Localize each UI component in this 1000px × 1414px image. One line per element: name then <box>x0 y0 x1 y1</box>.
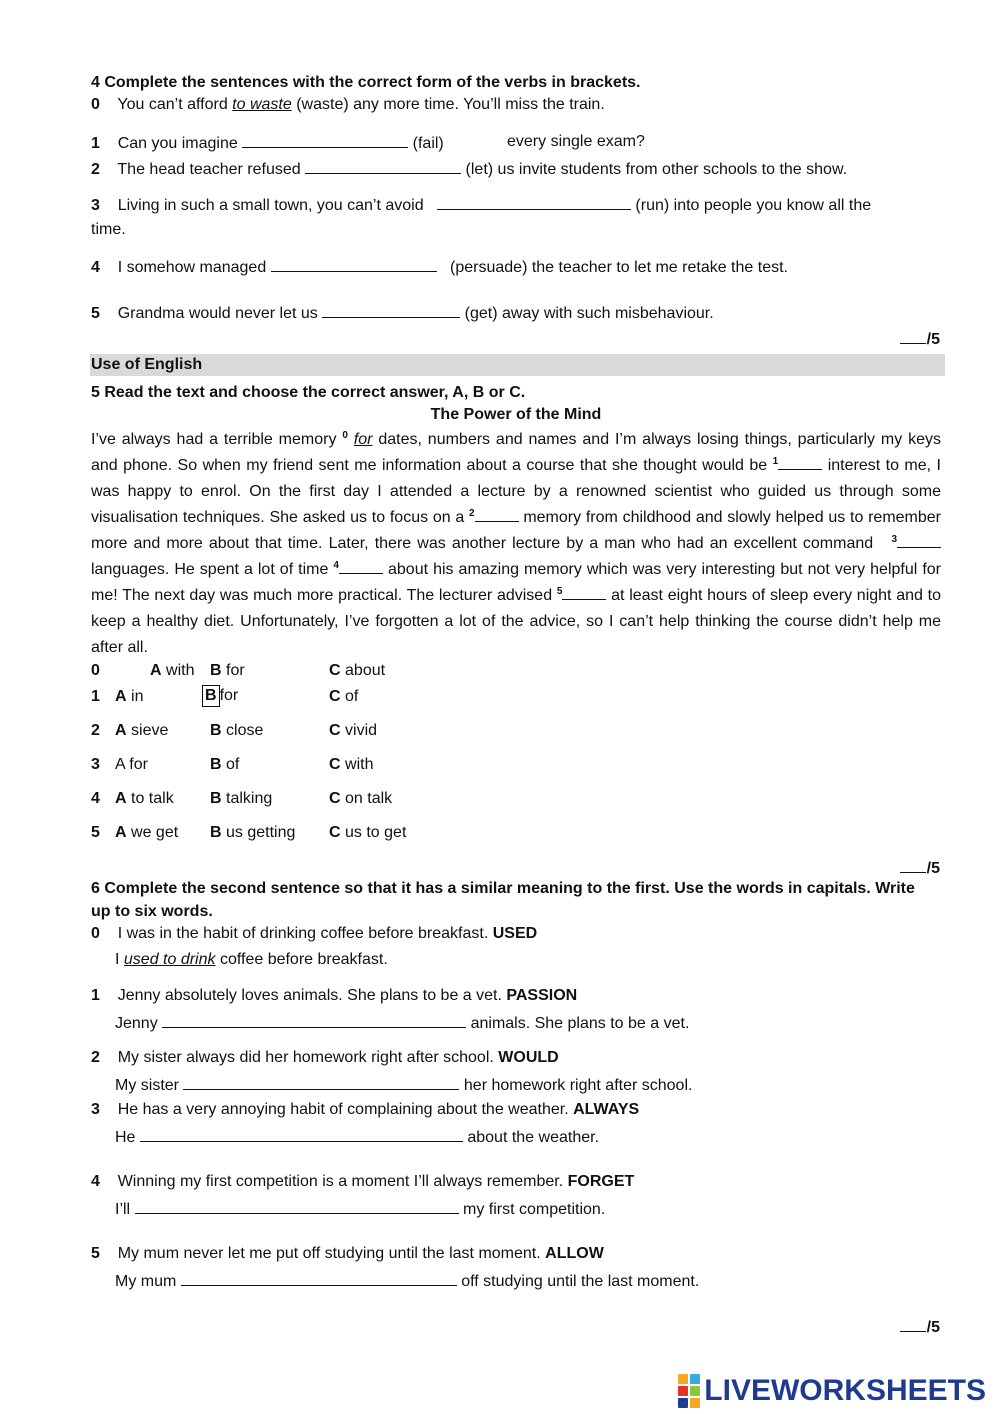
key-word: FORGET <box>567 1173 635 1190</box>
answer-blank[interactable] <box>305 159 461 174</box>
ex5-title: The Power of the Mind <box>430 406 602 423</box>
option-0-c[interactable]: C about <box>329 662 386 679</box>
ex4-item-4: 4 I somehow managed (persuade) the teacher to let me retake the test. <box>91 259 788 276</box>
ex6-score: /5 <box>900 1317 940 1337</box>
ex6-item-1-answer: Jenny animals. She plans to be a vet. <box>115 1015 690 1032</box>
option-5-c[interactable]: C us to get <box>329 824 407 841</box>
answer-blank[interactable] <box>183 1075 459 1090</box>
ex4-item-2: 2 The head teacher refused (let) us invite students from other schools to the show. <box>91 161 848 178</box>
option-2-b[interactable]: B close <box>210 722 264 739</box>
ex5-option-row-0: 0 <box>91 662 100 679</box>
option-1-b[interactable]: B for <box>202 685 238 707</box>
section-use-of-english: Use of English <box>90 354 945 376</box>
gap-1[interactable] <box>778 457 822 470</box>
ex6-item-3-answer: He about the weather. <box>115 1129 600 1146</box>
ex6-item-4-answer: I’ll my first competition. <box>115 1201 606 1218</box>
key-word: PASSION <box>506 987 578 1004</box>
option-4-b[interactable]: B talking <box>210 790 273 807</box>
ex6-item-1: 1 Jenny absolutely loves animals. She plans to be a vet. PASSION <box>91 987 578 1004</box>
ex5-option-row-4: 4 <box>91 790 100 807</box>
logo-text: LIVEWORKSHEETS <box>704 1374 986 1407</box>
score-blank[interactable] <box>900 329 926 344</box>
ex5-option-row-1: 1 <box>91 688 100 705</box>
example-answer: to waste <box>232 96 292 113</box>
ex6-item-5: 5 My mum never let me put off studying until the last moment. ALLOW <box>91 1245 604 1262</box>
answer-blank[interactable] <box>181 1271 457 1286</box>
ex4-item-1: 1 Can you imagine (fail) <box>91 135 444 152</box>
ex5-score: /5 <box>900 858 940 878</box>
gap-4[interactable] <box>339 561 383 574</box>
ex5-heading: 5 Read the text and choose the correct answer, A, B or C. <box>91 384 526 401</box>
option-5-b[interactable]: B us getting <box>210 824 296 841</box>
answer-blank[interactable] <box>322 303 460 318</box>
key-word: ALWAYS <box>573 1101 640 1118</box>
ex5-reading-text: I’ve always had a terrible memory $^0$ for dates, numbers and names and I’m always losing things, particularly my keys and phone. So when my friend sent me information about a course that she thought would be $^1$ interest to me, I was happy to enrol. On the first day I attended a lecture by a renowned scientist who guided us through some visualisation techniques. She asked us to focus on a $^2$ memory from childhood and slowly helped us to remember more and more about that time. Later, there was another lecture by a man who had an excellent command $^3$ languages. He spent a lot of time $^4$ about his amazing memory which was very interesting but not very helpful for me! The next day was much more practical. The lecturer advised $^5$ at least eight hours of sleep every night and to keep a healthy diet. Unfortunately, I’ve forgotten a lot of the advice, so I can’t help thinking the course didn’t help me after all. <box>91 430 942 656</box>
ex4-heading: 4 Complete the sentences with the correct form of the verbs in brackets. <box>91 74 641 91</box>
option-2-a[interactable]: A sieve <box>115 722 169 739</box>
ex6-item-5-answer: My mum off studying until the last moment. <box>115 1273 700 1290</box>
ex6-heading-line1: 6 Complete the second sentence so that it has a similar meaning to the first. Use the words in capitals. Write <box>91 880 915 897</box>
option-0-b[interactable]: B for <box>210 662 245 679</box>
gap-3[interactable] <box>897 535 941 548</box>
ex4-item-0: 0 You can’t afford to waste (waste) any more time. You’ll miss the train. <box>91 96 605 113</box>
answer-blank[interactable] <box>437 195 631 210</box>
ex6-item-0-answer: I used to drink coffee before breakfast. <box>115 951 388 968</box>
ex6-item-2-answer: My sister her homework right after school. <box>115 1077 693 1094</box>
option-3-a[interactable]: A for <box>115 756 148 773</box>
answer-blank[interactable] <box>140 1127 463 1142</box>
item-number: 0 <box>91 96 100 113</box>
answer-blank[interactable] <box>242 133 408 148</box>
liveworksheets-logo <box>678 1374 986 1408</box>
option-3-c[interactable]: C with <box>329 756 374 773</box>
key-word: WOULD <box>498 1049 559 1066</box>
option-1-c[interactable]: C of <box>329 688 359 705</box>
example-answer: for <box>353 431 373 448</box>
ex5-option-row-5: 5 <box>91 824 100 841</box>
option-3-b[interactable]: B of <box>210 756 240 773</box>
ex4-item-3-cont: time. <box>91 221 126 238</box>
score-blank[interactable] <box>900 1317 926 1332</box>
selected-box: B <box>202 685 220 707</box>
logo-grid-icon <box>678 1374 700 1408</box>
ex4-item-5: 5 Grandma would never let us (get) away with such misbehaviour. <box>91 305 714 322</box>
gap-5[interactable] <box>562 587 606 600</box>
ex6-item-4: 4 Winning my first competition is a moment I’ll always remember. FORGET <box>91 1173 635 1190</box>
ex6-item-0: 0 I was in the habit of drinking coffee before breakfast. USED <box>91 925 538 942</box>
key-word: USED <box>492 925 538 942</box>
ex5-option-row-2: 2 <box>91 722 100 739</box>
option-4-a[interactable]: A to talk <box>115 790 174 807</box>
option-2-c[interactable]: C vivid <box>329 722 378 739</box>
ex6-heading-line2: up to six words. <box>91 903 213 920</box>
ex5-option-row-3: 3 <box>91 756 100 773</box>
example-answer: used to drink <box>123 951 216 968</box>
ex4-item-1-rest: every single exam? <box>507 133 645 150</box>
score-blank[interactable] <box>900 858 926 873</box>
option-1-a[interactable]: A in <box>115 688 144 705</box>
gap-2[interactable] <box>475 509 519 522</box>
ex4-item-3: 3 Living in such a small town, you can’t avoid (run) into people you know all the <box>91 197 872 214</box>
answer-blank[interactable] <box>271 257 437 272</box>
ex6-item-3: 3 He has a very annoying habit of complaining about the weather. ALWAYS <box>91 1101 640 1118</box>
option-0-a[interactable]: A with <box>150 662 195 679</box>
ex6-item-2: 2 My sister always did her homework right after school. WOULD <box>91 1049 559 1066</box>
option-5-a[interactable]: A we get <box>115 824 179 841</box>
key-word: ALLOW <box>545 1245 604 1262</box>
option-4-c[interactable]: C on talk <box>329 790 393 807</box>
ex4-score: /5 <box>900 329 940 349</box>
answer-blank[interactable] <box>135 1199 459 1214</box>
answer-blank[interactable] <box>162 1013 466 1028</box>
